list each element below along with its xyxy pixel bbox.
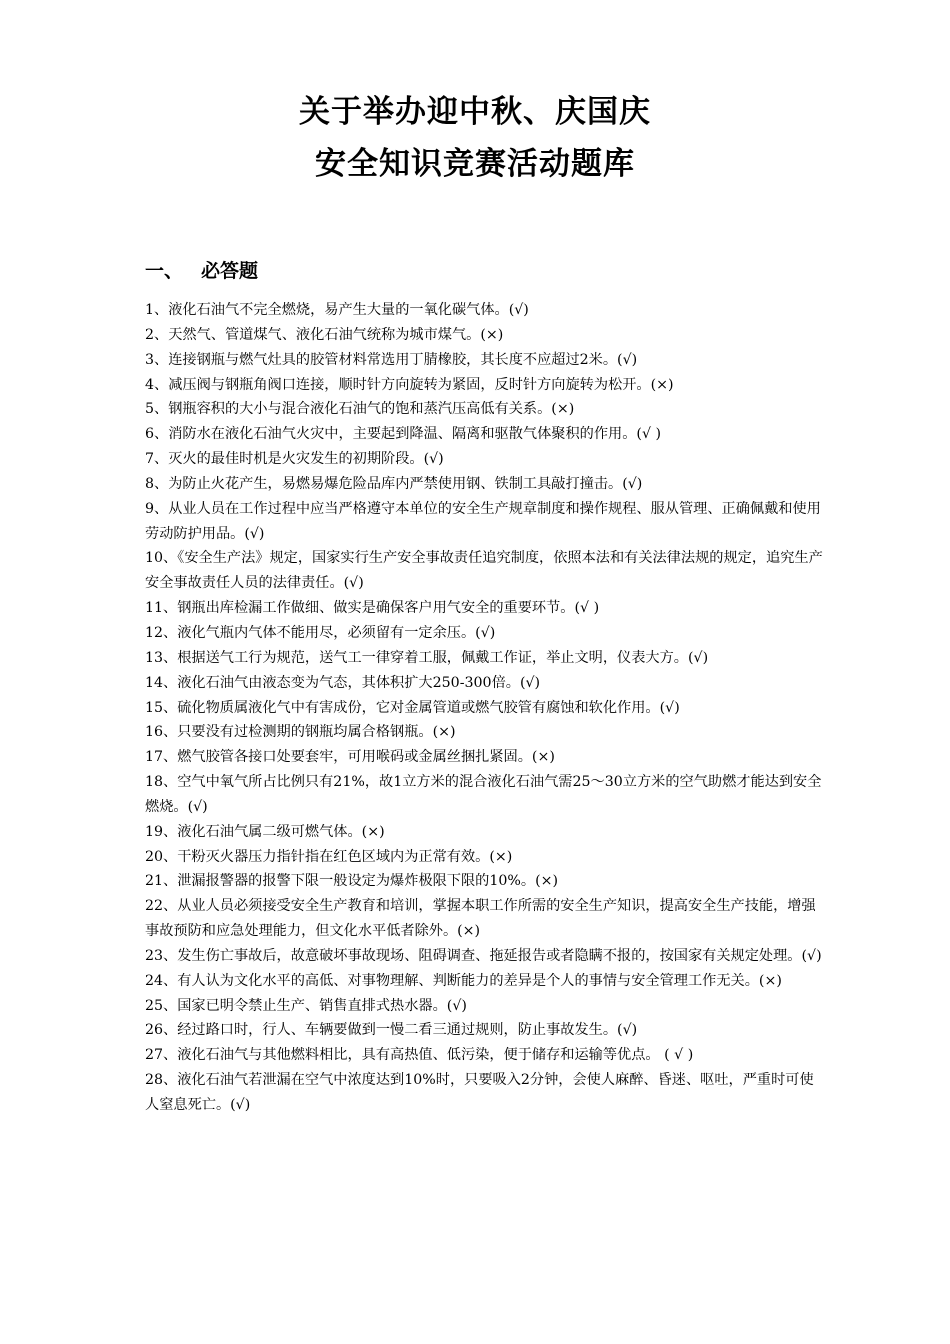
question-item: 2、天然气、管道煤气、液化石油气统称为城市煤气。(×) <box>145 326 504 343</box>
question-item: 1、液化石油气不完全燃烧，易产生大量的一氧化碳气体。(√) <box>145 302 529 318</box>
question-item: 18、空气中氧气所占比例只有21%，故1立方米的混合液化石油气需25～30立方米的空气助燃才能达到安全燃烧。(√) <box>145 774 822 815</box>
question-item: 7、灭火的最佳时机是火灾发生的初期阶段。(√) <box>145 451 444 468</box>
question-item: 5、钢瓶容积的大小与混合液化石油气的饱和蒸汽压高低有关系。(×) <box>145 401 575 418</box>
question-item: 22、从业人员必须接受安全生产教育和培训，掌握本职工作所需的安全生产知识，提高安全生产技能，增强事故预防和应急处理能力，但文化水平低者除外。(×) <box>145 898 816 940</box>
question-item: 24、有人认为文化水平的高低、对事物理解、判断能力的差异是个人的事情与安全管理工作无关。(×) <box>145 972 782 989</box>
section-title: 必答题 <box>201 260 259 282</box>
question-item: 25、国家已明令禁止生产、销售直排式热水器。(√) <box>145 997 467 1014</box>
document-title-line-2: 安全知识竞赛活动题库 <box>315 146 635 182</box>
question-item: 19、液化石油气属二级可燃气体。(×) <box>145 823 385 840</box>
question-list <box>145 298 825 1118</box>
question-item: 11、钢瓶出库检漏工作做细、做实是确保客户用气安全的重要环节。(√ ) <box>145 600 600 617</box>
question-item: 13、根据送气工行为规范，送气工一律穿着工服，佩戴工作证，举止文明，仪表大方。(√) <box>145 649 709 666</box>
question-item: 16、只要没有过检测期的钢瓶均属合格钢瓶。(×) <box>145 724 456 741</box>
question-item: 9、从业人员在工作过程中应当严格遵守本单位的安全生产规章制度和操作规程、服从管理、正确佩戴和使用劳动防护用品。(√) <box>145 500 821 542</box>
section-heading <box>145 258 258 284</box>
question-item: 4、减压阀与钢瓶角阀口连接，顺时针方向旋转为紧固，反时针方向旋转为松开。(×) <box>145 376 674 393</box>
question-item: 8、为防止火花产生，易燃易爆危险品库内严禁使用钢、铁制工具敲打撞击。(√) <box>145 475 643 492</box>
question-item: 15、硫化物质属液化气中有害成份，它对金属管道或燃气胶管有腐蚀和软化作用。(√) <box>145 699 680 716</box>
question-item: 6、消防水在液化石油气火灾中，主要起到降温、隔离和驱散气体聚积的作用。(√ ) <box>145 426 662 443</box>
question-item: 20、干粉灭火器压力指针指在红色区域内为正常有效。(×) <box>145 848 513 865</box>
question-item: 26、经过路口时，行人、车辆要做到一慢二看三通过规则，防止事故发生。(√) <box>145 1022 638 1039</box>
question-item: 28、液化石油气若泄漏在空气中浓度达到10%时，只要吸入2分钟，会使人麻醉、昏迷、呕吐，严重时可使人窒息死亡。(√) <box>145 1072 814 1113</box>
document-title-line-1: 关于举办迎中秋、庆国庆 <box>299 94 651 130</box>
question-item: 14、液化石油气由液态变为气态，其体积扩大250-300倍。(√) <box>145 674 541 691</box>
section-number: 一、 <box>145 260 184 282</box>
question-item: 21、泄漏报警器的报警下限一般设定为爆炸极限下限的10%。(×) <box>145 873 559 890</box>
question-item: 12、液化气瓶内气体不能用尽，必须留有一定余压。(√) <box>145 624 496 641</box>
question-item: 27、液化石油气与其他燃料相比，具有高热值、低污染，便于储存和运输等优点。 ( √ ) <box>145 1047 694 1064</box>
question-item: 3、连接钢瓶与燃气灶具的胶管材料常选用丁腈橡胶，其长度不应超过2米。(√) <box>145 351 638 368</box>
question-item: 23、发生伤亡事故后，故意破坏事故现场、阻碍调查、拖延报告或者隐瞒不报的，按国家有关规定处理。(√) <box>145 947 822 964</box>
question-item: 17、燃气胶管各接口处要套牢，可用喉码或金属丝捆扎紧固。(×) <box>145 749 555 766</box>
question-item: 10、《安全生产法》规定，国家实行生产安全事故责任追究制度，依照本法和有关法律法规的规定，追究生产安全事故责任人员的法律责任。(√) <box>145 550 823 592</box>
